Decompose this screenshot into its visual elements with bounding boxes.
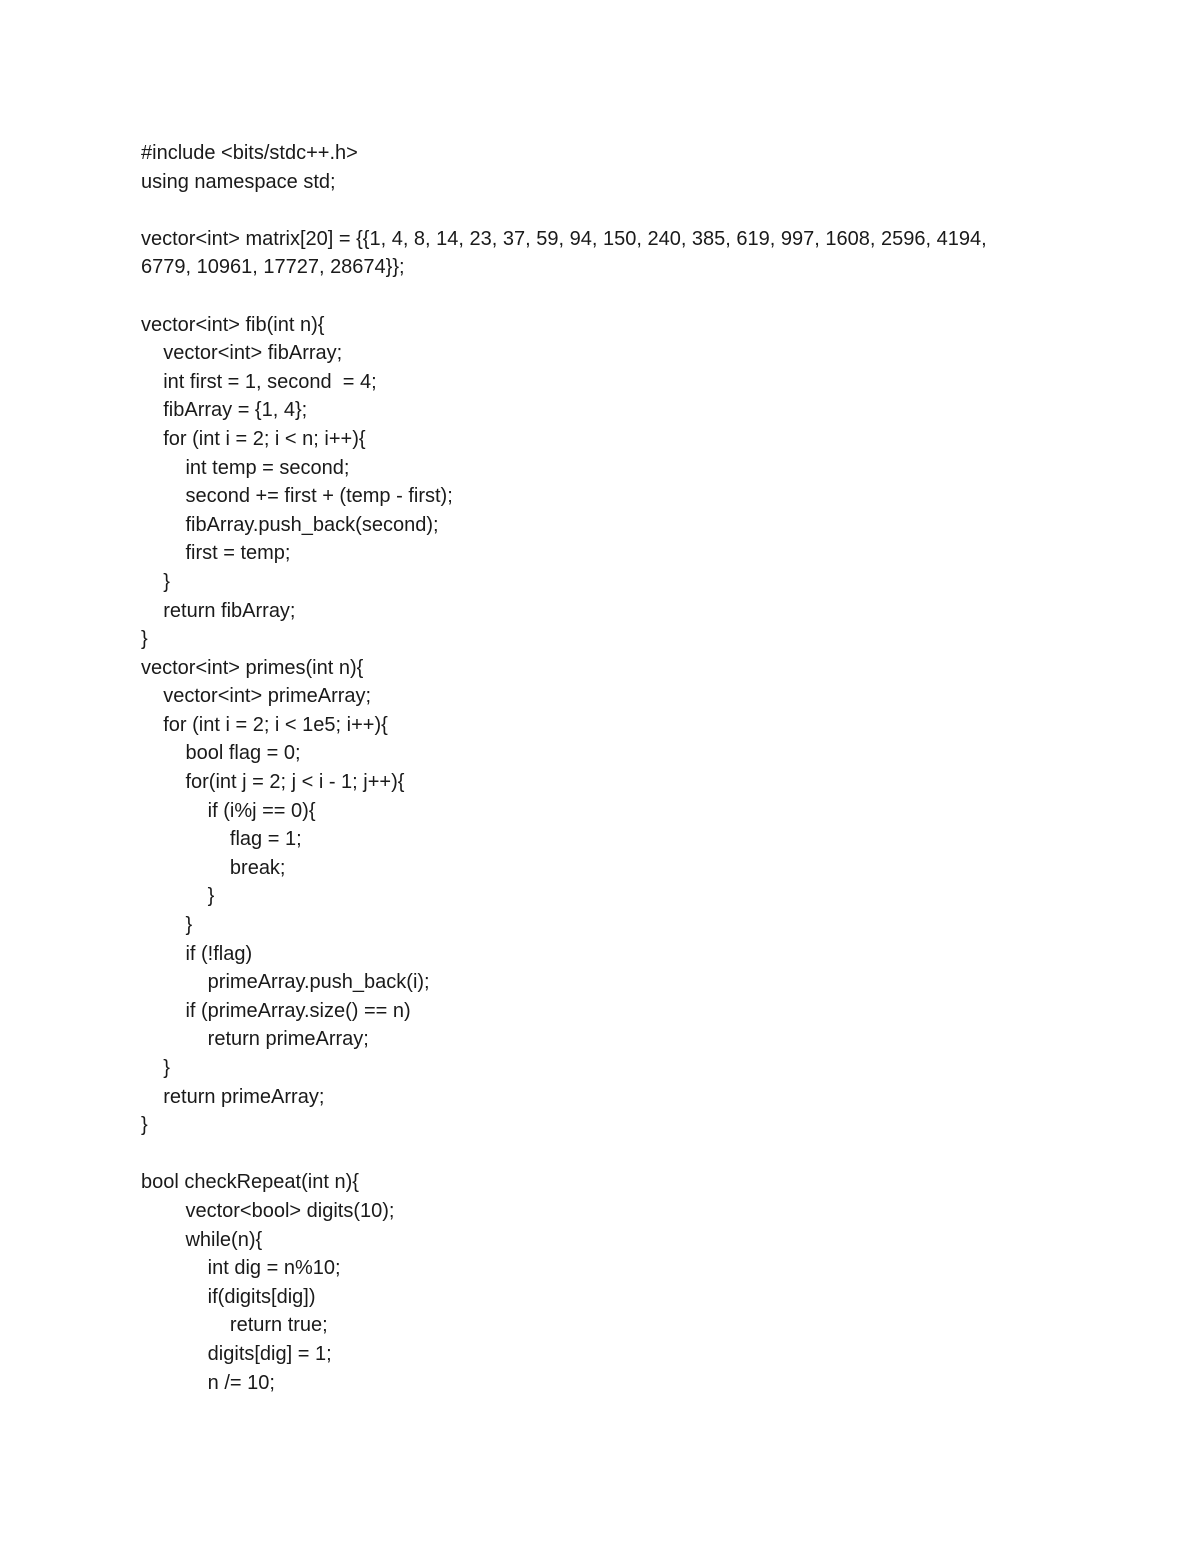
code-line: vector<int> matrix[20] = {{1, 4, 8, 14, 23, 37, 59, 94, 150, 240, 385, 619, 997, 1608, 2596, 4194, <box>141 227 987 250</box>
code-line: } <box>141 570 170 593</box>
code-line: vector<int> primeArray; <box>141 685 372 708</box>
code-line: for (int i = 2; i < 1e5; i++){ <box>141 713 388 736</box>
code-line: return true; <box>141 1314 328 1337</box>
code-line: for (int i = 2; i < n; i++){ <box>141 427 366 450</box>
code-line: first = temp; <box>141 542 291 565</box>
code-line: vector<bool> digits(10); <box>141 1199 395 1222</box>
code-line: using namespace std; <box>141 170 336 193</box>
code-line: int first = 1, second = 4; <box>141 370 377 393</box>
code-line: bool checkRepeat(int n){ <box>141 1171 359 1194</box>
code-line: return primeArray; <box>141 1028 369 1051</box>
code-line: fibArray = {1, 4}; <box>141 399 308 422</box>
code-line: flag = 1; <box>141 828 302 851</box>
code-line: n /= 10; <box>141 1371 275 1394</box>
code-line: vector<int> fibArray; <box>141 342 343 365</box>
code-line: fibArray.push_back(second); <box>141 513 439 536</box>
code-line: second += first + (temp - first); <box>141 485 453 508</box>
code-line: for(int j = 2; j < i - 1; j++){ <box>141 771 405 794</box>
code-line: bool flag = 0; <box>141 742 301 765</box>
code-line <box>141 282 1081 311</box>
code-line: vector<int> fib(int n){ <box>141 313 325 336</box>
code-line: #include <bits/stdc++.h> <box>141 142 358 164</box>
code-line: primeArray.push_back(i); <box>141 971 430 994</box>
code-line: } <box>141 885 215 908</box>
code-line: 6779, 10961, 17727, 28674}}; <box>141 256 405 279</box>
code-line: if (i%j == 0){ <box>141 799 316 822</box>
code-line <box>141 196 1081 225</box>
code-line <box>141 1140 1081 1169</box>
code-line: while(n){ <box>141 1228 263 1251</box>
code-line: digits[dig] = 1; <box>141 1342 332 1365</box>
code-line: if (primeArray.size() == n) <box>141 999 411 1022</box>
code-line: return primeArray; <box>141 1085 325 1108</box>
code-line: if (!flag) <box>141 942 253 965</box>
code-line: } <box>141 914 193 937</box>
code-line: if(digits[dig]) <box>141 1285 316 1308</box>
code-line: break; <box>141 856 286 879</box>
code-listing <box>141 139 1081 1397</box>
code-line: vector<int> primes(int n){ <box>141 656 364 679</box>
code-line: int temp = second; <box>141 456 350 479</box>
code-line: } <box>141 628 148 651</box>
code-line: return fibArray; <box>141 599 296 622</box>
code-line: int dig = n%10; <box>141 1257 341 1280</box>
code-line: } <box>141 1114 148 1137</box>
code-line: } <box>141 1057 170 1079</box>
